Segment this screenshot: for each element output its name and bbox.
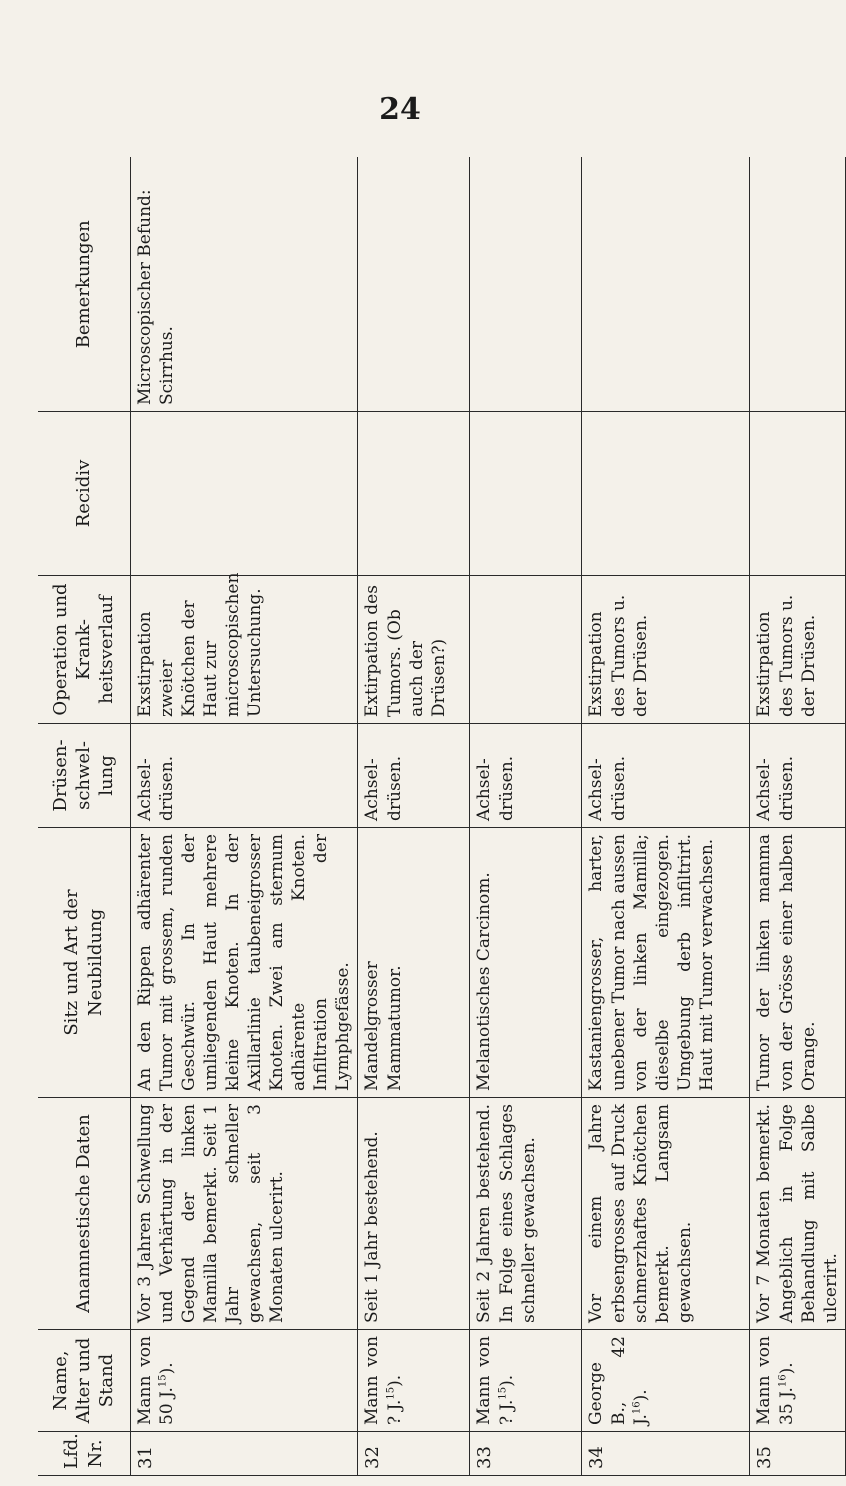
operation-course: Exstirpation des Tumors u. der Drüsen.: [582, 576, 750, 724]
remarks: [750, 158, 845, 412]
operation-course: Exstirpation zweier Knötchen der Haut zur microscopischen Untersuchung.: [130, 576, 358, 724]
patient-name: George B., 42 J.$^{16}$).: [582, 1330, 750, 1432]
case-number: 35: [750, 1432, 845, 1476]
header-bemerkungen: Bemerkungen: [38, 158, 130, 412]
footnote-ref: 15: [384, 1386, 396, 1400]
case-table: [38, 158, 846, 1477]
header-lfd: Lfd. Nr.: [38, 1432, 130, 1476]
footnote-ref: 16: [630, 1401, 642, 1415]
remarks: [470, 158, 582, 412]
operation-course: [470, 576, 582, 724]
patient-name: Mann von 35 J.$^{16}$).: [750, 1330, 845, 1432]
header-druesen: Drüsen-schwel-lung: [38, 724, 130, 828]
header-recidiv: Recidiv: [38, 412, 130, 576]
remarks: [358, 158, 470, 412]
footnote-ref: 15: [156, 1374, 168, 1388]
table-header-row: [38, 158, 130, 1476]
gland-swelling: Achsel-drüsen.: [750, 724, 845, 828]
case-number: 31: [130, 1432, 358, 1476]
tumor-site: Kastaniengrosser, harter, unebener Tumor nach aussen von der linken Mamilla; dieselbe eingezogen. Umgebung derb infiltrirt. Haut mit Tumor verwachsen.: [582, 828, 750, 1098]
remarks: [582, 158, 750, 412]
tumor-site: An den Rippen adhärenter Tumor mit grossem, runden Geschwür. In der umliegenden Haut mehrere kleine Knoten. In der Axillarlinie taubeneigrosser Knoten. Zwei am sternum adhärente Knoten. Infiltration der Lymphgefässe.: [130, 828, 358, 1098]
case-number: 32: [358, 1432, 470, 1476]
gland-swelling: Achsel-drüsen.: [582, 724, 750, 828]
patient-name: Mann von 50 J.$^{15}$).: [130, 1330, 358, 1432]
anamnesis: Vor 3 Jahren Schwellung und Verhärtung in der Gegend der linken Mamilla bemerkt. Seit 1 Jahr schneller gewachsen, seit 3 Monaten ulcerirt.: [130, 1098, 358, 1330]
anamnesis: Vor 7 Monaten bemerkt. Angeblich in Folge Behandlung mit Salbe ulcerirt.: [750, 1098, 845, 1330]
footnote-ref: 16: [776, 1374, 788, 1388]
recurrence: [358, 412, 470, 576]
footnote-ref: 15: [496, 1386, 508, 1400]
remarks: Microscopischer Befund: Scirrhus.: [130, 158, 358, 412]
table-row: [358, 158, 470, 1476]
tumor-site: Melanotisches Carcinom.: [470, 828, 582, 1098]
recurrence: [582, 412, 750, 576]
table-row: [470, 158, 582, 1476]
case-table-container: [38, 158, 841, 1476]
operation-course: Exstirpation des Tumors u. der Drüsen.: [750, 576, 845, 724]
header-sitz: Sitz und Art der Neubildung: [38, 828, 130, 1098]
gland-swelling: Achsel-drüsen.: [470, 724, 582, 828]
recurrence: [750, 412, 845, 576]
case-number: 34: [582, 1432, 750, 1476]
patient-name: Mann von ? J.$^{15}$).: [358, 1330, 470, 1432]
header-operation: Operation und Krank-heitsverlauf: [38, 576, 130, 724]
patient-name: Mann von ? J.$^{15}$).: [470, 1330, 582, 1432]
table-row: [750, 158, 845, 1476]
header-anamnese: Anamnestische Daten: [38, 1098, 130, 1330]
anamnesis: Seit 2 Jahren bestehend. In Folge eines Schlages schneller gewachsen.: [470, 1098, 582, 1330]
gland-swelling: Achsel-drüsen.: [130, 724, 358, 828]
table-row: [130, 158, 358, 1476]
anamnesis: Vor einem Jahre erbsengrosses auf Druck schmerzhaftes Knötchen bemerkt. Langsam gewachsen.: [582, 1098, 750, 1330]
tumor-site: Tumor der linken mamma von der Grösse einer halben Orange.: [750, 828, 845, 1098]
anamnesis: Seit 1 Jahr bestehend.: [358, 1098, 470, 1330]
case-number: 33: [470, 1432, 582, 1476]
recurrence: [470, 412, 582, 576]
rotated-table-frame: [38, 158, 841, 1476]
tumor-site: Mandelgrosser Mammatumor.: [358, 828, 470, 1098]
recurrence: [130, 412, 358, 576]
table-row: [582, 158, 750, 1476]
page-number: 24: [379, 92, 421, 127]
header-name: Name, Alter und Stand: [38, 1330, 130, 1432]
gland-swelling: Achsel-drüsen.: [358, 724, 470, 828]
operation-course: Extirpation des Tumors. (Ob auch der Drüsen?): [358, 576, 470, 724]
